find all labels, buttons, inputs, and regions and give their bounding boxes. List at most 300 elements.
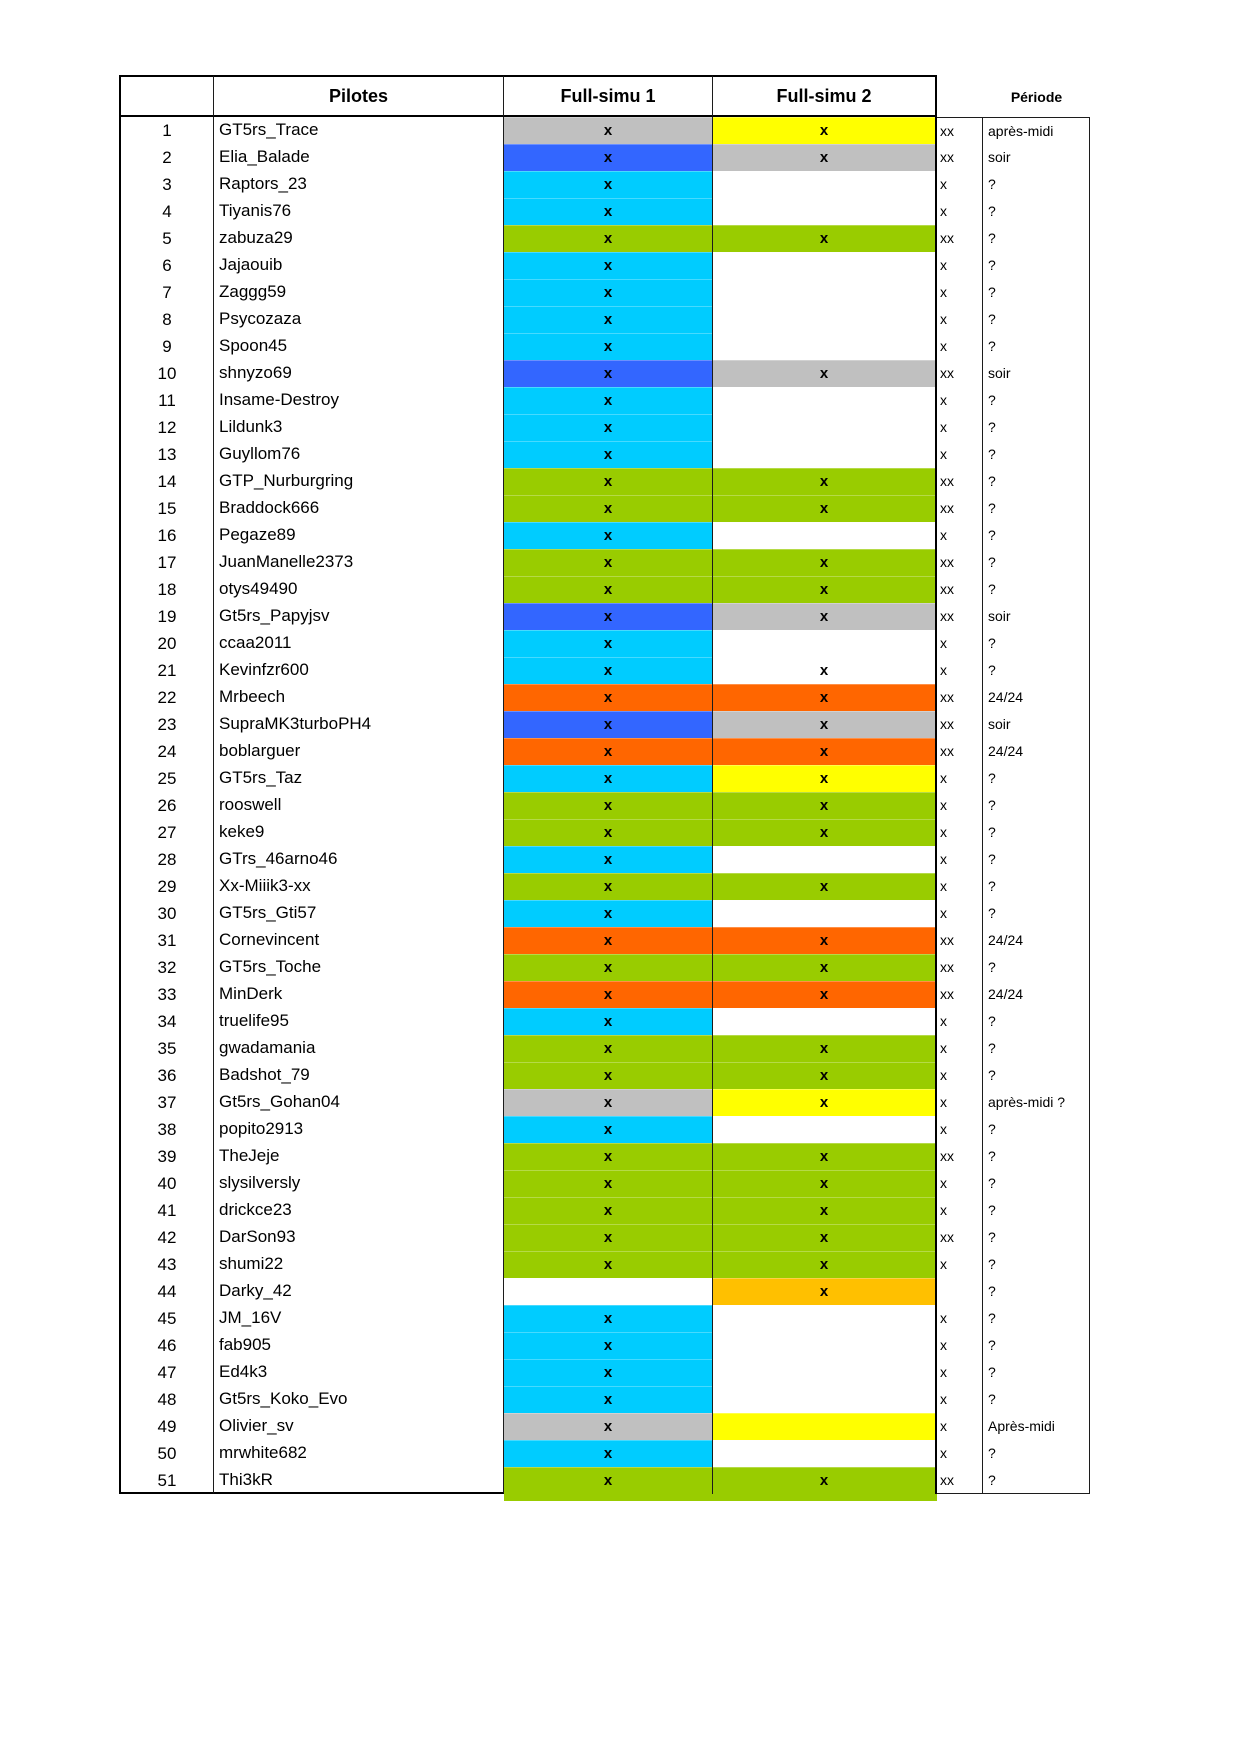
full-simu-2-cell: [713, 414, 937, 441]
full-simu-1-cell: x: [504, 1197, 713, 1224]
full-simu-1-cell: x: [504, 1386, 713, 1413]
full-simu-1-cell: x: [504, 1170, 713, 1197]
availability-cell: xx: [937, 468, 983, 495]
table-row: [119, 819, 1090, 846]
full-simu-1-cell: x: [504, 954, 713, 981]
pilot-name: Olivier_sv: [214, 1413, 504, 1440]
periode-cell: ?: [983, 846, 1090, 873]
availability-cell: x: [937, 792, 983, 819]
pilot-name: Cornevincent: [214, 927, 504, 954]
periode-cell: ?: [983, 279, 1090, 306]
full-simu-1-cell: x: [504, 1116, 713, 1143]
full-simu-2-cell: [713, 1440, 937, 1467]
availability-cell: x: [937, 1440, 983, 1467]
pilot-number: 44: [119, 1278, 214, 1305]
availability-cell: x: [937, 1035, 983, 1062]
availability-cell: [937, 1278, 983, 1305]
full-simu-1-cell: x: [504, 1332, 713, 1359]
pilot-name: Braddock666: [214, 495, 504, 522]
periode-cell: ?: [983, 1008, 1090, 1035]
table-row: [119, 1440, 1090, 1467]
periode-cell: Après-midi: [983, 1413, 1090, 1440]
full-simu-1-cell: x: [504, 1305, 713, 1332]
full-simu-1-cell: x: [504, 279, 713, 306]
periode-cell: ?: [983, 792, 1090, 819]
availability-cell: xx: [937, 981, 983, 1008]
table-row: [119, 306, 1090, 333]
pilot-number: 13: [119, 441, 214, 468]
pilot-number: 31: [119, 927, 214, 954]
availability-cell: x: [937, 765, 983, 792]
availability-cell: x: [937, 1305, 983, 1332]
full-simu-2-cell: x: [713, 117, 937, 144]
table-row: [119, 171, 1090, 198]
pilot-name: fab905: [214, 1332, 504, 1359]
full-simu-2-cell: [713, 630, 937, 657]
pilot-number: 42: [119, 1224, 214, 1251]
periode-cell: après-midi: [983, 117, 1090, 144]
availability-cell: xx: [937, 117, 983, 144]
periode-cell: ?: [983, 1440, 1090, 1467]
pilot-name: TheJeje: [214, 1143, 504, 1170]
availability-cell: x: [937, 1170, 983, 1197]
periode-cell: ?: [983, 657, 1090, 684]
full-simu-2-cell: [713, 441, 937, 468]
availability-cell: x: [937, 522, 983, 549]
pilot-number: 17: [119, 549, 214, 576]
availability-cell: x: [937, 387, 983, 414]
full-simu-1-cell: x: [504, 414, 713, 441]
table-row: [119, 387, 1090, 414]
full-simu-2-cell: x: [713, 684, 937, 711]
table-row: [119, 1413, 1090, 1440]
full-simu-1-cell: x: [504, 306, 713, 333]
periode-cell: ?: [983, 1170, 1090, 1197]
availability-cell: xx: [937, 711, 983, 738]
table-row: [119, 927, 1090, 954]
full-simu-1-cell: x: [504, 549, 713, 576]
pilot-number: 26: [119, 792, 214, 819]
full-simu-2-cell: x: [713, 495, 937, 522]
availability-cell: x: [937, 198, 983, 225]
periode-cell: ?: [983, 1116, 1090, 1143]
pilot-number: 18: [119, 576, 214, 603]
full-simu-1-cell: x: [504, 1440, 713, 1467]
full-simu-1-cell: x: [504, 387, 713, 414]
full-simu-1-cell: x: [504, 333, 713, 360]
periode-cell: 24/24: [983, 981, 1090, 1008]
full-simu-2-cell: [713, 171, 937, 198]
pilot-number: 8: [119, 306, 214, 333]
table-row: [119, 603, 1090, 630]
full-simu-1-cell: x: [504, 630, 713, 657]
bottom-color-bleed: [504, 1494, 937, 1501]
periode-cell: ?: [983, 1467, 1090, 1494]
pilot-number: 45: [119, 1305, 214, 1332]
full-simu-2-cell: x: [713, 1278, 937, 1305]
pilot-number: 51: [119, 1467, 214, 1494]
periode-cell: 24/24: [983, 684, 1090, 711]
full-simu-2-cell: [713, 333, 937, 360]
table-row: [119, 1170, 1090, 1197]
table-row: [119, 1332, 1090, 1359]
availability-cell: xx: [937, 927, 983, 954]
full-simu-2-cell: x: [713, 819, 937, 846]
table-row: [119, 846, 1090, 873]
full-simu-2-cell: [713, 1008, 937, 1035]
availability-cell: xx: [937, 549, 983, 576]
full-simu-2-cell: x: [713, 981, 937, 1008]
availability-cell: x: [937, 1116, 983, 1143]
pilot-name: Xx-Miiik3-xx: [214, 873, 504, 900]
pilot-name: shnyzo69: [214, 360, 504, 387]
availability-cell: xx: [937, 576, 983, 603]
full-simu-1-cell: x: [504, 927, 713, 954]
pilot-name: drickce23: [214, 1197, 504, 1224]
pilot-number: 34: [119, 1008, 214, 1035]
table-row: [119, 1143, 1090, 1170]
pilot-name: Gt5rs_Gohan04: [214, 1089, 504, 1116]
full-simu-1-cell: x: [504, 603, 713, 630]
availability-cell: x: [937, 279, 983, 306]
table-body: [119, 117, 1090, 1494]
full-simu-1-cell: x: [504, 873, 713, 900]
table-row: [119, 414, 1090, 441]
pilot-number: 15: [119, 495, 214, 522]
full-simu-2-cell: x: [713, 549, 937, 576]
periode-cell: ?: [983, 819, 1090, 846]
availability-cell: xx: [937, 603, 983, 630]
availability-cell: x: [937, 1062, 983, 1089]
full-simu-1-cell: x: [504, 171, 713, 198]
full-simu-1-cell: x: [504, 765, 713, 792]
full-simu-1-cell: x: [504, 738, 713, 765]
table-row: [119, 1386, 1090, 1413]
header-number-cell: [119, 75, 214, 117]
pilot-number: 11: [119, 387, 214, 414]
availability-cell: x: [937, 441, 983, 468]
table-row: [119, 684, 1090, 711]
table-row: [119, 225, 1090, 252]
periode-cell: ?: [983, 414, 1090, 441]
pilot-name: Mrbeech: [214, 684, 504, 711]
full-simu-1-cell: x: [504, 360, 713, 387]
periode-cell: ?: [983, 171, 1090, 198]
availability-cell: x: [937, 1251, 983, 1278]
periode-cell: ?: [983, 549, 1090, 576]
table-row: [119, 117, 1090, 144]
pilot-name: otys49490: [214, 576, 504, 603]
availability-cell: x: [937, 252, 983, 279]
periode-cell: ?: [983, 252, 1090, 279]
pilot-number: 37: [119, 1089, 214, 1116]
full-simu-1-cell: x: [504, 198, 713, 225]
pilot-name: Zaggg59: [214, 279, 504, 306]
full-simu-1-cell: x: [504, 576, 713, 603]
full-simu-1-cell: x: [504, 252, 713, 279]
periode-cell: ?: [983, 873, 1090, 900]
pilot-name: truelife95: [214, 1008, 504, 1035]
pilot-number: 16: [119, 522, 214, 549]
header-availability-spacer: [937, 75, 983, 117]
availability-cell: xx: [937, 360, 983, 387]
full-simu-2-cell: x: [713, 576, 937, 603]
pilot-number: 19: [119, 603, 214, 630]
full-simu-2-cell: x: [713, 1035, 937, 1062]
periode-cell: ?: [983, 198, 1090, 225]
pilot-number: 38: [119, 1116, 214, 1143]
pilot-name: Elia_Balade: [214, 144, 504, 171]
periode-cell: ?: [983, 225, 1090, 252]
full-simu-1-cell: x: [504, 684, 713, 711]
periode-cell: soir: [983, 603, 1090, 630]
full-simu-2-cell: [713, 846, 937, 873]
pilots-signup-table: [119, 75, 1090, 1501]
periode-cell: ?: [983, 1278, 1090, 1305]
full-simu-2-cell: [713, 279, 937, 306]
pilot-number: 49: [119, 1413, 214, 1440]
availability-cell: x: [937, 1386, 983, 1413]
availability-cell: x: [937, 1197, 983, 1224]
availability-cell: xx: [937, 954, 983, 981]
full-simu-2-cell: x: [713, 765, 937, 792]
periode-cell: ?: [983, 1143, 1090, 1170]
periode-cell: ?: [983, 1305, 1090, 1332]
table-row: [119, 954, 1090, 981]
pilot-name: rooswell: [214, 792, 504, 819]
pilot-name: Tiyanis76: [214, 198, 504, 225]
pilot-number: 20: [119, 630, 214, 657]
availability-cell: x: [937, 1359, 983, 1386]
full-simu-1-cell: x: [504, 117, 713, 144]
periode-cell: ?: [983, 900, 1090, 927]
full-simu-2-cell: [713, 1413, 937, 1440]
full-simu-1-cell: x: [504, 1089, 713, 1116]
pilot-name: Kevinfzr600: [214, 657, 504, 684]
pilot-number: 40: [119, 1170, 214, 1197]
table-row: [119, 657, 1090, 684]
periode-cell: soir: [983, 144, 1090, 171]
full-simu-2-cell: [713, 1386, 937, 1413]
periode-cell: 24/24: [983, 927, 1090, 954]
table-row: [119, 1062, 1090, 1089]
availability-cell: x: [937, 1413, 983, 1440]
periode-cell: ?: [983, 1251, 1090, 1278]
full-simu-2-cell: x: [713, 1224, 937, 1251]
full-simu-2-cell: [713, 1305, 937, 1332]
table-row: [119, 1251, 1090, 1278]
periode-cell: ?: [983, 333, 1090, 360]
availability-cell: x: [937, 1089, 983, 1116]
pilot-number: 21: [119, 657, 214, 684]
table-row: [119, 333, 1090, 360]
availability-cell: xx: [937, 738, 983, 765]
pilot-name: Psycozaza: [214, 306, 504, 333]
periode-cell: ?: [983, 630, 1090, 657]
pilot-number: 48: [119, 1386, 214, 1413]
pilot-number: 4: [119, 198, 214, 225]
pilot-number: 7: [119, 279, 214, 306]
pilot-number: 36: [119, 1062, 214, 1089]
pilot-name: GT5rs_Trace: [214, 117, 504, 144]
availability-cell: x: [937, 873, 983, 900]
pilot-name: zabuza29: [214, 225, 504, 252]
pilot-number: 50: [119, 1440, 214, 1467]
pilot-name: ccaa2011: [214, 630, 504, 657]
table-row: [119, 549, 1090, 576]
table-row: [119, 981, 1090, 1008]
pilot-number: 41: [119, 1197, 214, 1224]
full-simu-2-cell: x: [713, 738, 937, 765]
periode-cell: ?: [983, 468, 1090, 495]
full-simu-2-cell: [713, 387, 937, 414]
header-pilotes: Pilotes: [214, 75, 504, 117]
full-simu-2-cell: [713, 522, 937, 549]
availability-cell: x: [937, 333, 983, 360]
full-simu-2-cell: x: [713, 1197, 937, 1224]
table-row: [119, 1197, 1090, 1224]
pilot-number: 27: [119, 819, 214, 846]
pilot-number: 9: [119, 333, 214, 360]
pilot-name: GTrs_46arno46: [214, 846, 504, 873]
full-simu-2-cell: x: [713, 711, 937, 738]
pilot-name: Guyllom76: [214, 441, 504, 468]
full-simu-2-cell: [713, 1116, 937, 1143]
periode-cell: après-midi ?: [983, 1089, 1090, 1116]
full-simu-2-cell: x: [713, 1143, 937, 1170]
pilot-number: 5: [119, 225, 214, 252]
pilot-name: GT5rs_Gti57: [214, 900, 504, 927]
full-simu-2-cell: [713, 1359, 937, 1386]
table-row: [119, 765, 1090, 792]
pilot-name: SupraMK3turboPH4: [214, 711, 504, 738]
periode-cell: ?: [983, 441, 1090, 468]
availability-cell: xx: [937, 1224, 983, 1251]
pilot-number: 14: [119, 468, 214, 495]
table-row: [119, 1359, 1090, 1386]
availability-cell: xx: [937, 495, 983, 522]
full-simu-2-cell: [713, 198, 937, 225]
full-simu-2-cell: x: [713, 360, 937, 387]
full-simu-2-cell: x: [713, 1089, 937, 1116]
table-row: [119, 1278, 1090, 1305]
pilot-number: 33: [119, 981, 214, 1008]
full-simu-2-cell: x: [713, 792, 937, 819]
full-simu-1-cell: x: [504, 225, 713, 252]
full-simu-1-cell: [504, 1278, 713, 1305]
pilot-name: Gt5rs_Koko_Evo: [214, 1386, 504, 1413]
header-full-simu-2: Full-simu 2: [713, 75, 937, 117]
periode-cell: soir: [983, 711, 1090, 738]
periode-cell: ?: [983, 1197, 1090, 1224]
periode-cell: soir: [983, 360, 1090, 387]
pilot-number: 28: [119, 846, 214, 873]
pilot-number: 29: [119, 873, 214, 900]
table-header-row: [119, 75, 1090, 117]
table-row: [119, 1116, 1090, 1143]
table-row: [119, 144, 1090, 171]
full-simu-1-cell: x: [504, 981, 713, 1008]
full-simu-1-cell: x: [504, 1143, 713, 1170]
periode-cell: ?: [983, 522, 1090, 549]
full-simu-1-cell: x: [504, 900, 713, 927]
pilot-number: 2: [119, 144, 214, 171]
periode-cell: ?: [983, 576, 1090, 603]
availability-cell: x: [937, 900, 983, 927]
table-row: [119, 900, 1090, 927]
full-simu-2-cell: x: [713, 144, 937, 171]
availability-cell: x: [937, 819, 983, 846]
pilot-number: 23: [119, 711, 214, 738]
header-periode: Période: [1010, 89, 1063, 105]
table-row: [119, 198, 1090, 225]
full-simu-1-cell: x: [504, 144, 713, 171]
pilot-name: Gt5rs_Papyjsv: [214, 603, 504, 630]
availability-cell: xx: [937, 684, 983, 711]
full-simu-1-cell: x: [504, 1224, 713, 1251]
pilot-name: JuanManelle2373: [214, 549, 504, 576]
pilot-name: Raptors_23: [214, 171, 504, 198]
full-simu-2-cell: x: [713, 657, 937, 684]
pilot-name: gwadamania: [214, 1035, 504, 1062]
full-simu-2-cell: x: [713, 1170, 937, 1197]
pilot-name: slysilversly: [214, 1170, 504, 1197]
pilot-name: GT5rs_Toche: [214, 954, 504, 981]
full-simu-1-cell: x: [504, 819, 713, 846]
pilot-name: Jajaouib: [214, 252, 504, 279]
pilot-number: 35: [119, 1035, 214, 1062]
pilot-number: 12: [119, 414, 214, 441]
full-simu-1-cell: x: [504, 1008, 713, 1035]
table-row: [119, 1089, 1090, 1116]
periode-cell: 24/24: [983, 738, 1090, 765]
table-row: [119, 252, 1090, 279]
table-row: [119, 441, 1090, 468]
header-full-simu-1: Full-simu 1: [504, 75, 713, 117]
periode-cell: ?: [983, 1062, 1090, 1089]
full-simu-1-cell: x: [504, 468, 713, 495]
pilot-name: keke9: [214, 819, 504, 846]
pilot-name: popito2913: [214, 1116, 504, 1143]
full-simu-2-cell: x: [713, 225, 937, 252]
full-simu-2-cell: x: [713, 927, 937, 954]
full-simu-1-cell: x: [504, 1359, 713, 1386]
pilot-number: 43: [119, 1251, 214, 1278]
pilot-name: Insame-Destroy: [214, 387, 504, 414]
full-simu-1-cell: x: [504, 1251, 713, 1278]
periode-cell: ?: [983, 954, 1090, 981]
table-row: [119, 1305, 1090, 1332]
table-row: [119, 738, 1090, 765]
table-row: [119, 1008, 1090, 1035]
full-simu-2-cell: [713, 252, 937, 279]
pilot-name: shumi22: [214, 1251, 504, 1278]
availability-cell: x: [937, 846, 983, 873]
availability-cell: x: [937, 657, 983, 684]
pilot-name: GT5rs_Taz: [214, 765, 504, 792]
availability-cell: x: [937, 630, 983, 657]
full-simu-2-cell: x: [713, 1251, 937, 1278]
pilot-number: 3: [119, 171, 214, 198]
availability-cell: xx: [937, 225, 983, 252]
full-simu-2-cell: x: [713, 1467, 937, 1494]
full-simu-1-cell: x: [504, 1467, 713, 1494]
availability-cell: x: [937, 306, 983, 333]
pilot-number: 32: [119, 954, 214, 981]
full-simu-2-cell: x: [713, 603, 937, 630]
table-row: [119, 792, 1090, 819]
table-row: [119, 630, 1090, 657]
